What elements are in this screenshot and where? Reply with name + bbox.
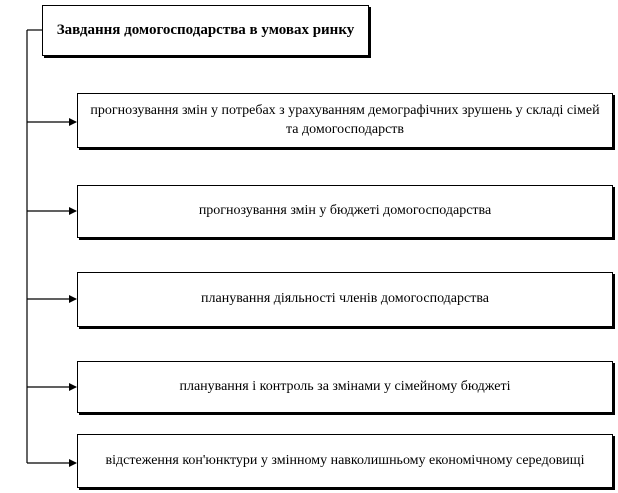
task-label: планування діяльності членів домогосподарства: [201, 291, 489, 307]
task-box-budget-control: [77, 361, 613, 413]
root-node-label: Завдання домогосподарства в умовах ринку: [56, 21, 355, 38]
root-node-box: [42, 5, 369, 56]
task-box-forecast-needs: [77, 93, 613, 148]
task-label: прогнозування змін у потребах з урахуванням демографічних зрушень у складі сімей та домогосподарств: [90, 103, 600, 137]
task-box-market-monitoring: [77, 434, 613, 488]
task-label: прогнозування змін у бюджеті домогосподарства: [198, 203, 492, 219]
task-label: планування і контроль за змінами у сімейному бюджеті: [179, 378, 511, 394]
task-box-plan-activities: [77, 272, 613, 327]
task-box-forecast-budget: [77, 185, 613, 238]
task-label: відстеження кон'юнктури у змінному навколишньому економічному середовищі: [105, 452, 585, 468]
